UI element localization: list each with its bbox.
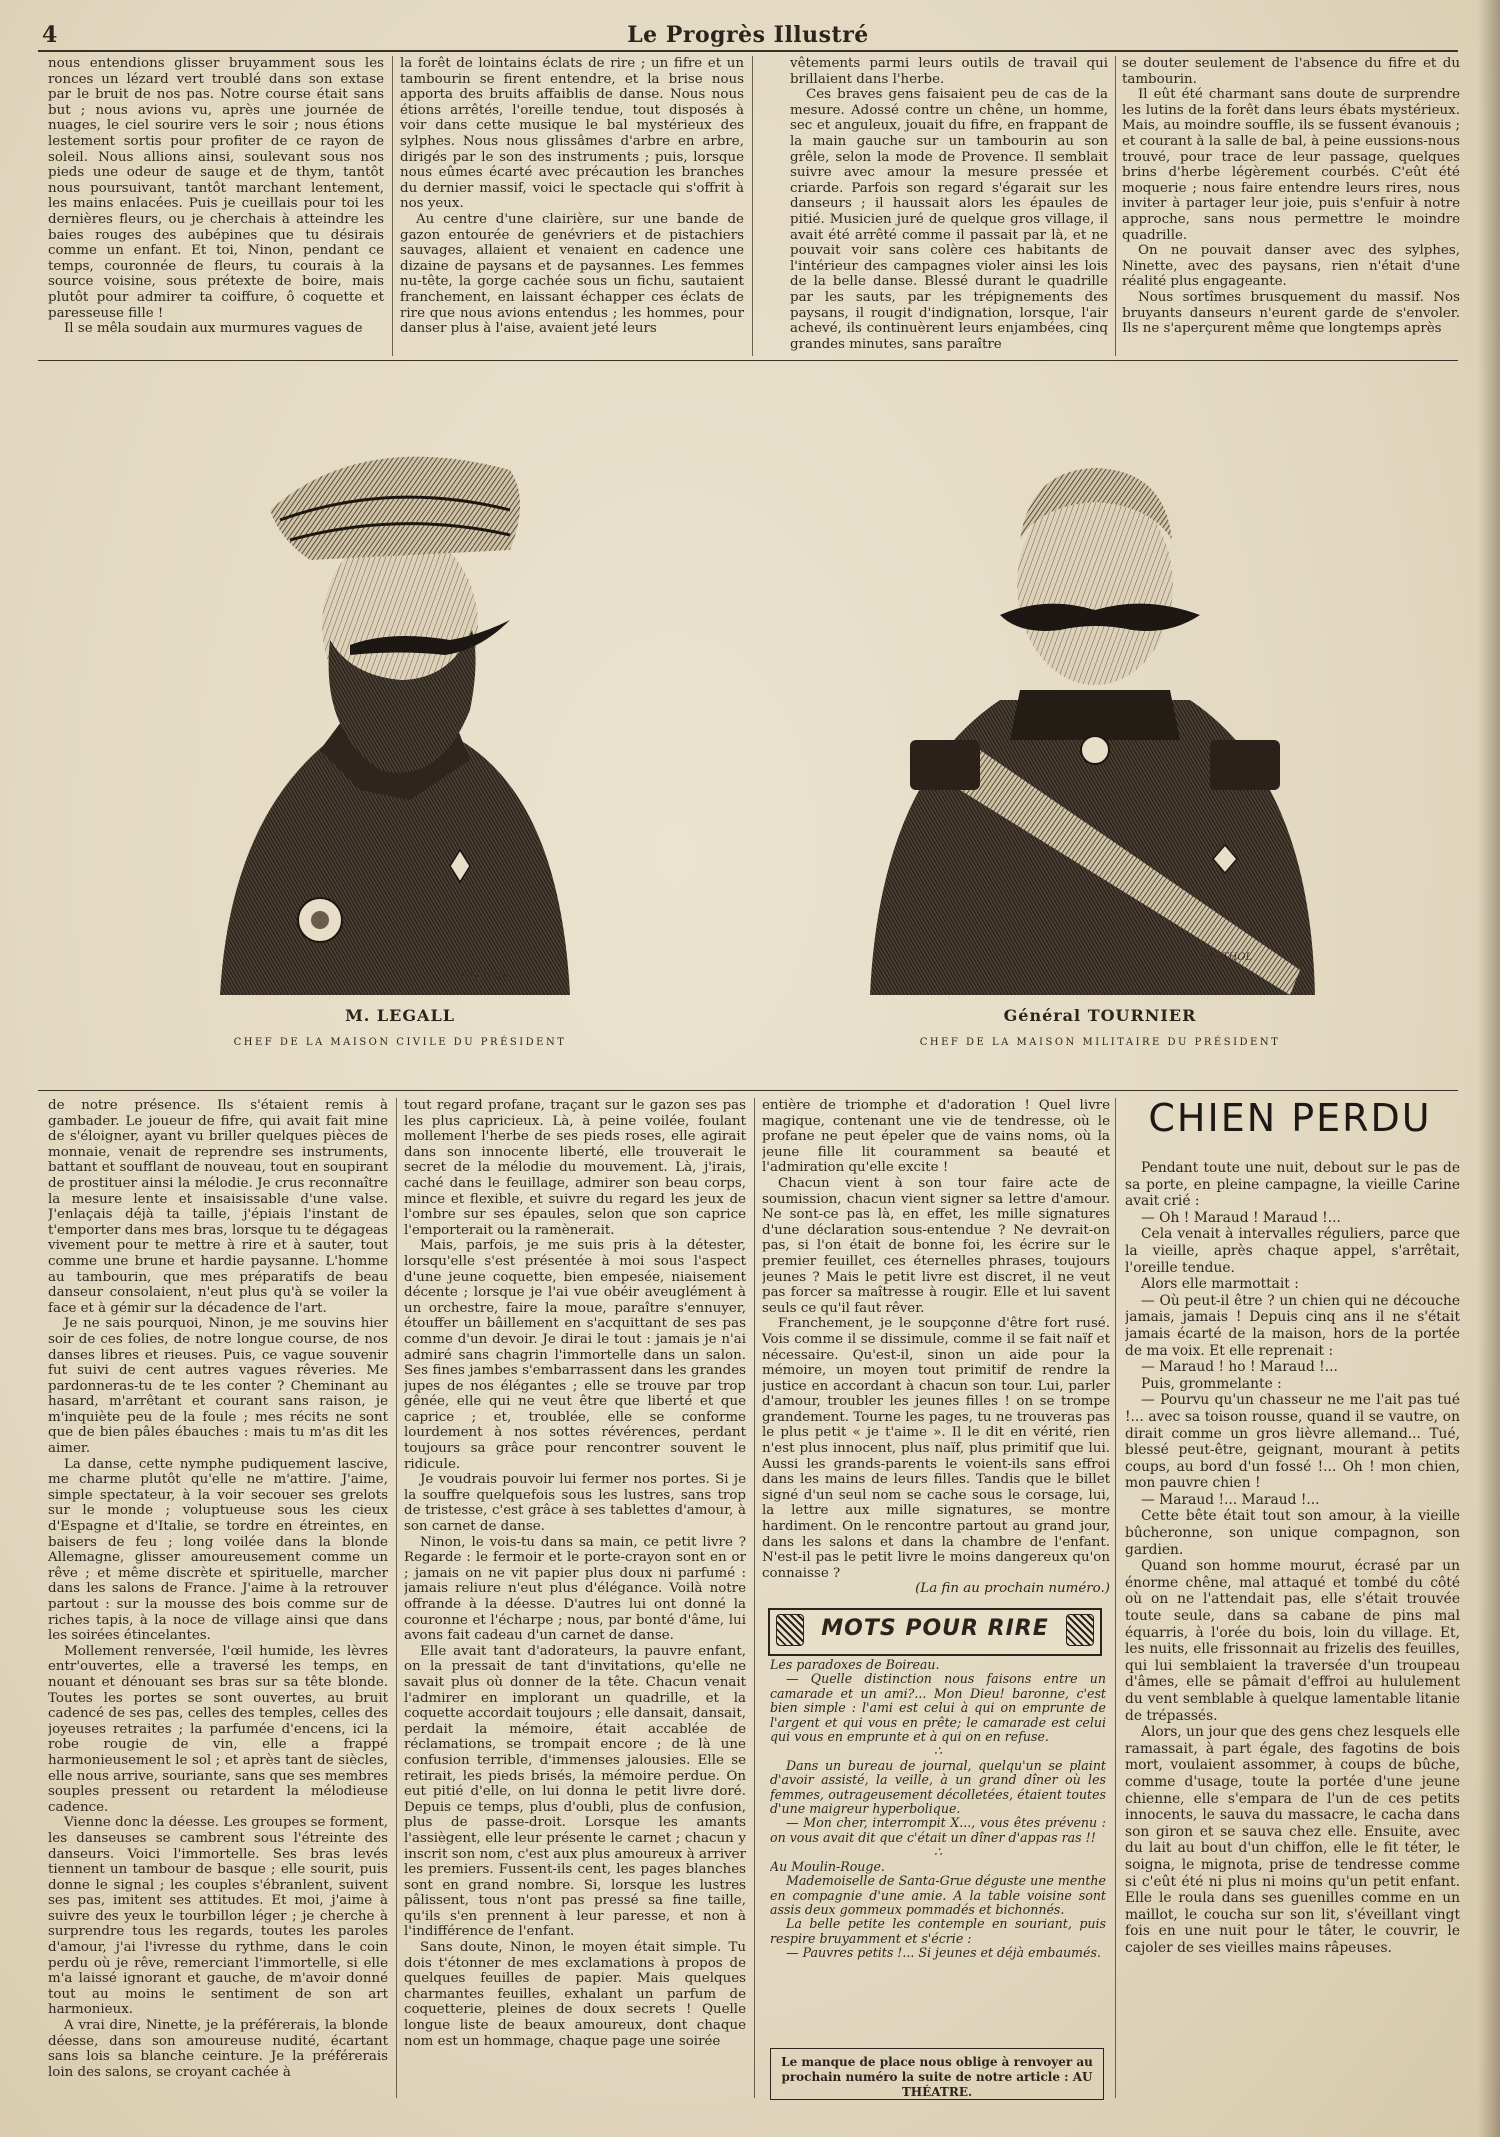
column-divider <box>754 1098 755 2098</box>
separator: ∴ <box>933 1743 942 1759</box>
chien-perdu-title: CHIEN PERDU <box>1148 1096 1432 1140</box>
top-column-3: vêtements parmi leurs outils de travail qui brillaient dans l'herbe. Ces braves gens faisaient peu de cas de la mesure. Adossé contre un chêne, un homme, sec et anguleux, jouait du fifre, en frappant de la main gauche sur un tambourin au son grêle, selon la mode de Provence. Il semblait suivre avec amour la mesure pressée et criarde. Parfois son regard s'égarait sur les danseurs ; il haussait alors les épaules de pitié. Musicien juré de quelque gros village, il avait été arrêté comme il passait par là, et ne pouvait voir sans colère ces habitants de l'intérieur des campagnes violer ainsi les lois de la belle danse. Blessé durant le quadrille par les sauts, par les trépignements des paysans, il rougit d'indignation, lorsque, l'air achevé, ils continuèrent leurs enjambées, cinq grandes minutes, sans paraître <box>790 56 1108 352</box>
mots-pour-rire-banner <box>768 1608 1102 1656</box>
bottom-column-3: entière de triomphe et d'adoration ! Quel livre magique, contenant une vie de tendresse, où le profane ne peut épeler que de vains noms, où la jeune fille lit couramment sa beauté et l'admiration qu'elle excite ! Chacun vient à son tour faire acte de soumission, chacun vient signer sa lettre d'amour. Ne sont-ce pas là, en effet, les mille signatures d'une déclaration sous-entendue ? Ne devrait-on pas, si l'on était de bonne foi, les écrire sur le premier feuillet, ces éternelles phrases, toujours jeunes ? Mais le petit livre est discret, il ne veut pas forcer sa maîtresse à rougir. Elle et lui savent seuls ce qu'il faut rêver. Franchement, je le soupçonne d'être fort rusé. Vois comme il se dissimule, comme il se fait naïf et nécessaire. Qu'est-il, sinon un aide pour la mémoire, un moyen tout primitif de rendre la justice en accordant à chacun son tour. Lui, parler d'amour, troubler les jeunes filles ! on se trompe grandement. Tourne les pages, tu ne trouveras pas le plus petit « je t'aime ». Il le dit en vérité, rien n'est plus innocent, plus naïf, plus primitif que lui. Aussi les grands-parents le voient-ils sans effroi dans les mains de leurs filles. Tandis que le billet signé d'un seul nom se cache sous le corsage, lui, la lettre aux mille signatures, se montre hardiment. On le rencontre partout au grand jour, dans les salons et dans la chambre de l'enfant. N'est-il pas le petit livre le moins dangereux qu'on connaisse ? (La fin au prochain numéro.) <box>762 1098 1110 1597</box>
portrait-legall-subtitle: CHEF DE LA MAISON CIVILE DU PRÉSIDENT <box>233 1037 567 1048</box>
column-divider <box>1115 1098 1116 2098</box>
page-number: 4 <box>42 22 58 48</box>
journal-title: Le Progrès Illustré <box>627 22 869 48</box>
portrait-legall-name: M. LEGALL <box>345 1006 455 1025</box>
portrait-tournier-subtitle: CHEF DE LA MAISON MILITAIRE DU PRÉSIDENT <box>919 1037 1281 1048</box>
page-header <box>38 22 1458 48</box>
bottom-column-2: tout regard profane, traçant sur le gazon ses pas les plus capricieux. Là, à peine voilée, foulant mollement l'herbe de ses pieds roses, elle agirait dans son innocente liberté, elle trouverait le secret de la mélodie du mouvement. Là, j'irais, caché dans le feuillage, admirer son beau corps, mince et flexible, et suivre du regard les jeux de l'ombre sur ses épaules, selon que son caprice l'emporterait ou la ramènerait. Mais, parfois, je me suis pris à la détester, lorsqu'elle s'est présentée à moi sous l'aspect d'une jeune coquette, bien empesée, niaisement décente ; lorsque je l'ai vue obéir aveuglément à un orchestre, faire la moue, paraître s'ennuyer, étouffer un bâillement en s'acquittant de ses pas comme d'un devoir. Je dirai le tout : jamais je n'ai admiré sans chagrin l'immortelle dans un salon. Ses fines jambes s'embarrassent dans les grandes jupes de nos élégantes ; elle se trouve par trop gênée, elle qui ne veut être que liberté et que caprice ; et, troublée, elle se conforme lourdement à nos sottes révérences, perdant toujours sa grâce pour rencontrer souvent le ridicule. Je voudrais pouvoir lui fermer nos portes. Si je la souffre quelquefois sous les lustres, sans trop de tristesse, c'est grâce à ses tablettes d'amour, à son carnet de danse. Ninon, le vois-tu dans sa main, ce petit livre ? Regarde : le fermoir et le porte-crayon sont en or ; jamais on ne vit papier plus doux ni parfumé : jamais reliure n'eut plus d'élégance. Voilà notre offrande à la déesse. D'autres lui ont donné la couronne et l'écharpe ; nous, par bonté d'âme, lui avons fait cadeau d'un carnet de danse. Elle avait tant d'adorateurs, la pauvre enfant, on la pressait de tant d'invitations, qu'elle ne savait plus où donner de la tête. Chacun venait l'admirer en implorant un quadrille, et la coquette accordait toujours ; elle dansait, dansait, perdait la mémoire, était accablée de réclamations, se trompait encore ; de là une confusion terrible, d'immenses jalousies. Elle se retirait, les pieds brisés, la mémoire perdue. On eut pitié d'elle, on lui donna le petit livre doré. Depuis ce temps, plus d'oubli, plus de confusion, plus de passe-droit. Lorsque les amants l'assiègent, elle leur présente le carnet ; chacun y inscrit son nom, c'est aux plus amoureux à arriver les premiers. Fussent-ils cent, les pages blanches sont en grand nombre. Si, lorsque les lustres pâlissent, tous n'ont pas pressé sa fine taille, qu'ils s'en prennent à leur paresse, et non à l'indifférence de l'enfant. Sans doute, Ninon, le moyen était simple. Tu dois t'étonner de mes exclamations à propos de quelques feuilles de papier. Mais quelques charmantes feuilles, exhalant un parfum de coquetterie, pleines de doux secrets ! Quelle longue liste de beaux amoureux, dont chaque nom est un hommage, chaque page une soirée <box>404 1098 746 2049</box>
engraver-signature: BARTHOL <box>1200 952 1253 963</box>
engraver-signature: BARTHOL <box>460 972 513 983</box>
column-divider <box>1115 56 1116 356</box>
top-column-2: la forêt de lointains éclats de rire ; un fifre et un tambourin se firent entendre, et la brise nous apporta des bruits affaiblis de danse. Nous nous étions arrêtés, l'oreille tendue, tout disposés à voir dans cette musique le bal mystérieux des sylphes. Nous nous glissâmes d'arbre en arbre, dirigés par le son des instruments ; puis, lorsque nous eûmes écarté avec précaution les branches du dernier massif, voici le spectacle qui s'offrit à nos yeux. Au centre d'une clairière, sur une bande de gazon entourée de genévriers et de pistachiers sauvages, allaient et venaient en cadence une dizaine de paysans et de paysannes. Les femmes nu-tête, la gorge cachée sous un fichu, sautaient franchement, en laissant échapper ces éclats de rire que nous avions entendus ; les hommes, pour danser plus à l'aise, avaient jeté leurs <box>400 56 744 337</box>
mots-pour-rire-title: MOTS POUR RIRE <box>821 1616 1049 1641</box>
column-divider <box>752 56 753 356</box>
column-divider <box>392 56 393 356</box>
bottom-column-1: de notre présence. Ils s'étaient remis à gambader. Le joueur de fifre, qui avait fait mine de s'éloigner, ayant vu briller quelques pièces de monnaie, venait de reprendre ses instruments, battant et soufflant de nouveau, tout en soupirant de prostituer ainsi la mélodie. Je crus reconnaître la mesure lente et insaisissable d'une valse. J'enlaçais déjà ta taille, j'épiais l'instant de t'emporter dans mes bras, lorsque tu te dégageas vivement pour te mettre à rire et à sauter, tout comme une brune et hardie paysanne. L'homme au tambourin, que mes préparatifs de beau danseur consolaient, n'eut plus qu'à se voiler la face et à gémir sur la décadence de l'art. Je ne sais pourquoi, Ninon, je me souvins hier soir de ces folies, de notre longue course, de nos danses libres et rieuses. Puis, ce vague souvenir fut suivi de cent autres vagues rêveries. Me pardonneras-tu de te les conter ? Cheminant au hasard, m'arrêtant et courant sans raison, je m'inquiète peu de la foule ; mes récits ne sont que de bien pâles ébauches : mais tu m'as dit les aimer. La danse, cette nymphe pudiquement lascive, me charme plutôt qu'elle ne m'attire. J'aime, simple spectateur, à la voir secouer ses grelots sur le monde ; voluptueuse sous les cieux d'Espagne et d'Italie, se tordre en étreintes, en baisers de feu ; long voilée dans la blonde Allemagne, glisser amoureusement comme un rêve ; et même discrète et spirituelle, marcher dans les salons de France. J'aime à la retrouver partout : sur la mousse des bois comme sur de riches tapis, à la noce de village ainsi que dans les soirées étincelantes. Mollement renversée, l'œil humide, les lèvres entr'ouvertes, elle a traversé les temps, en nouant et dénouant ses bras sur sa tête blonde. Toutes les portes se sont ouvertes, au bruit cadencé de ses pas, celles des temples, celles des joyeuses retraites ; la parfumée d'encens, ici la robe rougie de vin, elle a frappé harmonieusement le sol ; et après tant de siècles, elle nous arrive, souriante, sans que ses membres souples pressent ou retardent la mélodieuse cadence. Vienne donc la déesse. Les groupes se forment, les danseuses se cambrent sous l'étreinte des danseurs. Voici l'immortelle. Ses bras levés tiennent un tambour de basque ; elle sourit, puis donne le signal ; les couples s'ébranlent, suivent ses pas, imitent ses attitudes. Et moi, j'aime à suivre des yeux le tourbillon léger ; je cherche à surprendre tous les regards, toutes les paroles d'amour, j'ai l'ivresse du rythme, dans le coin perdu où je rêve, remerciant l'immortelle, si elle m'a laissé ignorant et gauche, de m'avoir donné tout au moins le sentiment de son art harmonieux. A vrai dire, Ninette, je la préférerais, la blonde déesse, dans son amoureuse nudité, écartant sans lois sa blanche ceinture. Je la préférerais loin des salons, se croyant cachée à <box>48 1098 388 2080</box>
top-column-4: se douter seulement de l'absence du fifre et du tambourin. Il eût été charmant sans doute de surprendre les lutins de la forêt dans leurs ébats mystérieux. Mais, au moindre souffle, ils se fussent évanouis ; et courant à la salle de bal, à peine eussions-nous trouvé, pour trace de leur passage, quelques brins d'herbe légèrement courbés. C'eût été moquerie ; nous faire entendre leurs rires, nous inviter à partager leur joie, puis s'enfuir à notre approche, sans nous permettre le moindre quadrille. On ne pouvait danser avec des sylphes, Ninette, avec des paysans, rien n'était d'une réalité plus engageante. Nous sortîmes brusquement du massif. Nos bruyants danseurs n'eurent garde de s'envoler. Ils ne s'aperçurent même que longtemps après <box>1122 56 1460 337</box>
ornament-icon <box>1066 1614 1094 1646</box>
chien-perdu-text: Pendant toute une nuit, debout sur le pas de sa porte, en pleine campagne, la vieille Carine avait crié : — Oh ! Maraud ! Maraud !... Cela venait à intervalles réguliers, parce que la vieille, après chaque appel, s'arrêtait, l'oreille tendue. Alors elle marmottait : — Où peut-il être ? un chien qui ne découche jamais, jamais ! Depuis cinq ans il ne s'était jamais écarté de la maison, hors de la portée de ma voix. Et elle reprenait : — Maraud ! ho ! Maraud !... Puis, grommelante : — Pourvu qu'un chasseur ne me l'ait pas tué !... avec sa toison rousse, quand il se vautre, on dirait comme un gros lièvre allemand... Tué, blessé peut-être, geignant, mourant à petits coups, au bord d'un fossé !... Oh ! mon chien, mon pauvre chien ! — Maraud !... Maraud !... Cette bête était tout son amour, à la vieille bûcheronne, son unique compagnon, son gardien. Quand son homme mourut, écrasé par un énorme chêne, mal attaqué et tombé du côté où on ne l'attendait pas, elle s'était trouvée toute seule, dans sa cabane de pins mal équarris, à l'orée du bois, loin du village. Et, les nuits, elle frissonnait au frizelis des feuilles, qui lui semblaient la traversée d'un troupeau d'âmes, elle se pâmait d'effroi au hululement du vent semblable à quelque lamentable litanie de trépassés. Alors, un jour que des gens chez lesquels elle ramassait, à part égale, des fagotins de bois mort, voulaient assommer, à coups de bûche, comme d'usage, toute la portée d'une jeune chienne, elle s'empara de l'un de ces petits innocents, le sauva du massacre, le cacha dans son giron et se sauva chez elle. Ensuite, avec du lait au bout d'un chiffon, elle le fit téter, le soigna, le mignota, prise de tendresse comme si c'eût été ni plus ni moins qu'un petit enfant. Elle le roula dans ses guenilles comme en un maillot, le coucha sur son lit, s'éveillant vingt fois en une nuit pour le tâter, le couvrir, le cajoler de ses vieilles mains râpeuses. <box>1125 1160 1460 1956</box>
page-edge-shadow <box>1478 0 1500 2137</box>
portrait-legall <box>210 440 580 1000</box>
column-divider <box>396 1098 397 2098</box>
top-column-1: nous entendions glisser bruyamment sous les ronces un lézard vert troublé dans son extase par le bruit de nos pas. Notre course était sans but ; nous avions vu, après une journée de nuages, le ciel sourire vers le soir ; nous étions lestement sortis pour profiter de ce rayon de soleil. Nous allions ainsi, soulevant sous nos pieds une odeur de sauge et de thym, tantôt nous poursuivant, tantôt marchant lentement, les mains enlacées. Puis je cueillais pour toi les dernières fleurs, ou je cherchais à atteindre les baies rouges des aubépines que tu désirais comme un enfant. Et toi, Ninon, pendant ce temps, couronnée de fleurs, tu courais à la source voisine, sous prétexte de boire, mais plutôt pour admirer ta coiffure, ô coquette et paresseuse fille ! Il se mêla soudain aux murmures vagues de <box>48 56 384 337</box>
portrait-tournier <box>870 450 1320 1000</box>
section-rule <box>38 1090 1458 1091</box>
editorial-note: Le manque de place nous oblige à renvoyer au prochain numéro la suite de notre article : AU THÉATRE. <box>770 2048 1104 2100</box>
separator: ∴ <box>933 1844 942 1860</box>
mots-pour-rire-text: Les paradoxes de Boireau. — Quelle distinction nous faisons entre un camarade et un ami?... Mon Dieu! baronne, c'est bien simple : l'ami est celui à qui on emprunte de l'argent et qui vous en prête; le camarade est celui qui vous en emprunte et à qui on en refuse. ∴ Dans un bureau de journal, quelqu'un se plaint d'avoir assisté, la veille, à un grand dîner où les femmes, outrageusement décolletées, étaient toutes d'une maigreur hyperbolique. — Mon cher, interrompit X..., vous êtes prévenu : on vous avait dit que c'était un dîner d'appas ras !! ∴ Au Moulin-Rouge. Mademoiselle de Santa-Grue déguste une menthe en compagnie d'une amie. A la table voisine sont assis deux gommeux pommadés et bichonnés. La belle petite les contemple en souriant, puis respire bruyamment et s'écrie : — Pauvres petits !... Si jeunes et déjà embaumés. <box>770 1658 1106 1961</box>
section-rule <box>38 360 1458 361</box>
portrait-tournier-name: Général TOURNIER <box>1003 1006 1197 1025</box>
header-rule <box>38 50 1458 52</box>
